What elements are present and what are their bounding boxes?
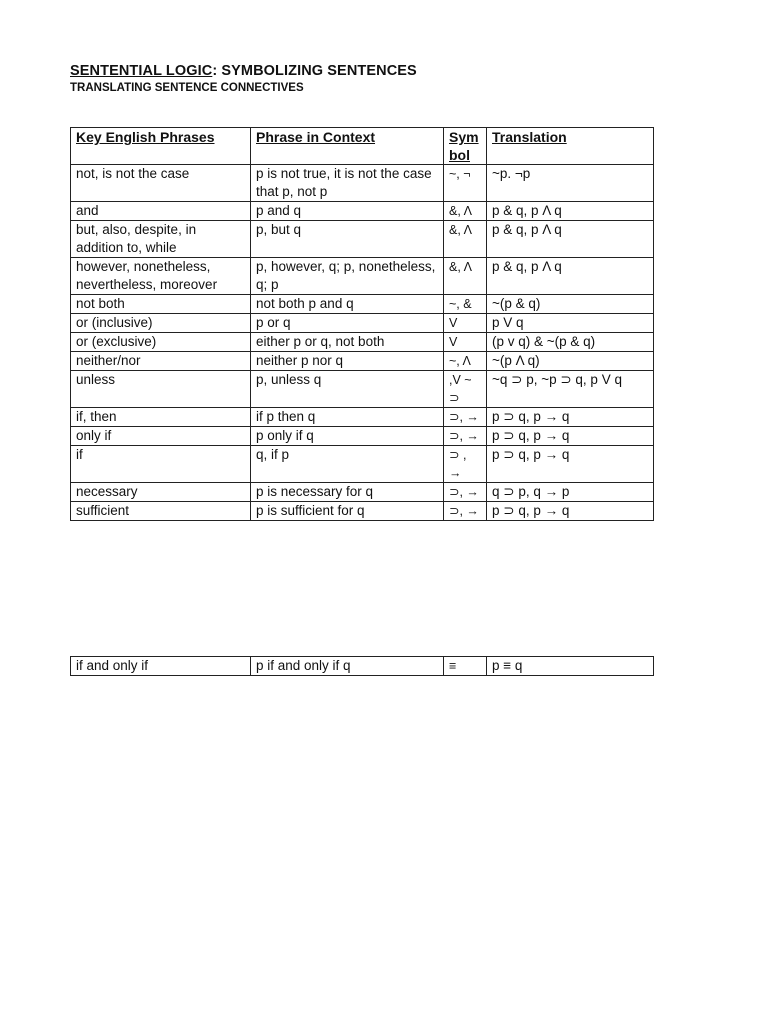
document-title [70, 63, 417, 79]
cell-symbol: &, Λ [444, 258, 487, 295]
cell-key-phrase: or (exclusive) [71, 333, 251, 352]
cell-translation: (p v q) & ~(p & q) [487, 333, 654, 352]
document-subtitle: TRANSLATING SENTENCE CONNECTIVES [70, 82, 304, 94]
cell-symbol: ≡ [444, 657, 487, 676]
table-row [71, 295, 654, 314]
cell-translation: p & q, p Λ q [487, 221, 654, 258]
header-symbol: Sym bol [444, 128, 487, 165]
cell-translation: p V q [487, 314, 654, 333]
cell-key-phrase: neither/nor [71, 352, 251, 371]
cell-symbol: ,V ~ ⊃ [444, 371, 487, 408]
table-header-row [71, 128, 654, 165]
table-row [71, 202, 654, 221]
table-row [71, 446, 654, 483]
cell-key-phrase: and [71, 202, 251, 221]
table-row [71, 352, 654, 371]
cell-symbol: ⊃, → [444, 427, 487, 446]
cell-symbol: ⊃ , → [444, 446, 487, 483]
cell-symbol: ⊃, → [444, 502, 487, 521]
cell-context: q, if p [251, 446, 444, 483]
cell-translation: p ≡ q [487, 657, 654, 676]
cell-translation: ~(p Λ q) [487, 352, 654, 371]
cell-symbol: ~, ¬ [444, 165, 487, 202]
cell-key-phrase: if [71, 446, 251, 483]
cell-symbol: ~, Λ [444, 352, 487, 371]
cell-key-phrase: not, is not the case [71, 165, 251, 202]
table-row [71, 483, 654, 502]
cell-context: p, unless q [251, 371, 444, 408]
cell-symbol: ~, & [444, 295, 487, 314]
connectives-table [70, 127, 654, 521]
cell-translation: ~p. ¬p [487, 165, 654, 202]
cell-key-phrase: sufficient [71, 502, 251, 521]
table-row [71, 502, 654, 521]
header-phrase-context: Phrase in Context [251, 128, 444, 165]
cell-key-phrase: or (inclusive) [71, 314, 251, 333]
cell-key-phrase: but, also, despite, in addition to, while [71, 221, 251, 258]
cell-context: p, however, q; p, nonetheless, q; p [251, 258, 444, 295]
cell-context: p is necessary for q [251, 483, 444, 502]
cell-translation: p ⊃ q, p → q [487, 502, 654, 521]
cell-context: p only if q [251, 427, 444, 446]
header-translation: Translation [487, 128, 654, 165]
cell-context: p and q [251, 202, 444, 221]
cell-key-phrase: only if [71, 427, 251, 446]
cell-key-phrase: if and only if [71, 657, 251, 676]
iff-table [70, 656, 654, 676]
cell-context: not both p and q [251, 295, 444, 314]
cell-translation: ~q ⊃ p, ~p ⊃ q, p V q [487, 371, 654, 408]
table-row [71, 314, 654, 333]
cell-key-phrase: necessary [71, 483, 251, 502]
cell-context: neither p nor q [251, 352, 444, 371]
cell-key-phrase: unless [71, 371, 251, 408]
cell-context: p, but q [251, 221, 444, 258]
cell-translation: p ⊃ q, p → q [487, 408, 654, 427]
title-topic: SENTENTIAL LOGIC [70, 63, 213, 79]
cell-key-phrase: not both [71, 295, 251, 314]
table-row [71, 165, 654, 202]
cell-symbol: ⊃, → [444, 483, 487, 502]
cell-translation: p ⊃ q, p → q [487, 446, 654, 483]
title-rest: : SYMBOLIZING SENTENCES [212, 63, 417, 79]
cell-translation: p & q, p Λ q [487, 258, 654, 295]
cell-symbol: &, Λ [444, 221, 487, 258]
cell-context: p is sufficient for q [251, 502, 444, 521]
table-row [71, 221, 654, 258]
table-row [71, 427, 654, 446]
cell-key-phrase: if, then [71, 408, 251, 427]
header-key-phrases: Key English Phrases [71, 128, 251, 165]
cell-symbol: &, Λ [444, 202, 487, 221]
cell-context: either p or q, not both [251, 333, 444, 352]
cell-translation: ~(p & q) [487, 295, 654, 314]
cell-symbol: V [444, 333, 487, 352]
cell-translation: p & q, p Λ q [487, 202, 654, 221]
table-row [71, 333, 654, 352]
table-row [71, 258, 654, 295]
cell-context: if p then q [251, 408, 444, 427]
cell-context: p if and only if q [251, 657, 444, 676]
cell-context: p is not true, it is not the case that p, not p [251, 165, 444, 202]
table-row [71, 408, 654, 427]
cell-translation: p ⊃ q, p → q [487, 427, 654, 446]
table-row [71, 371, 654, 408]
cell-key-phrase: however, nonetheless, nevertheless, moreover [71, 258, 251, 295]
cell-symbol: V [444, 314, 487, 333]
cell-symbol: ⊃, → [444, 408, 487, 427]
cell-translation: q ⊃ p, q → p [487, 483, 654, 502]
cell-context: p or q [251, 314, 444, 333]
table-row [71, 657, 654, 676]
